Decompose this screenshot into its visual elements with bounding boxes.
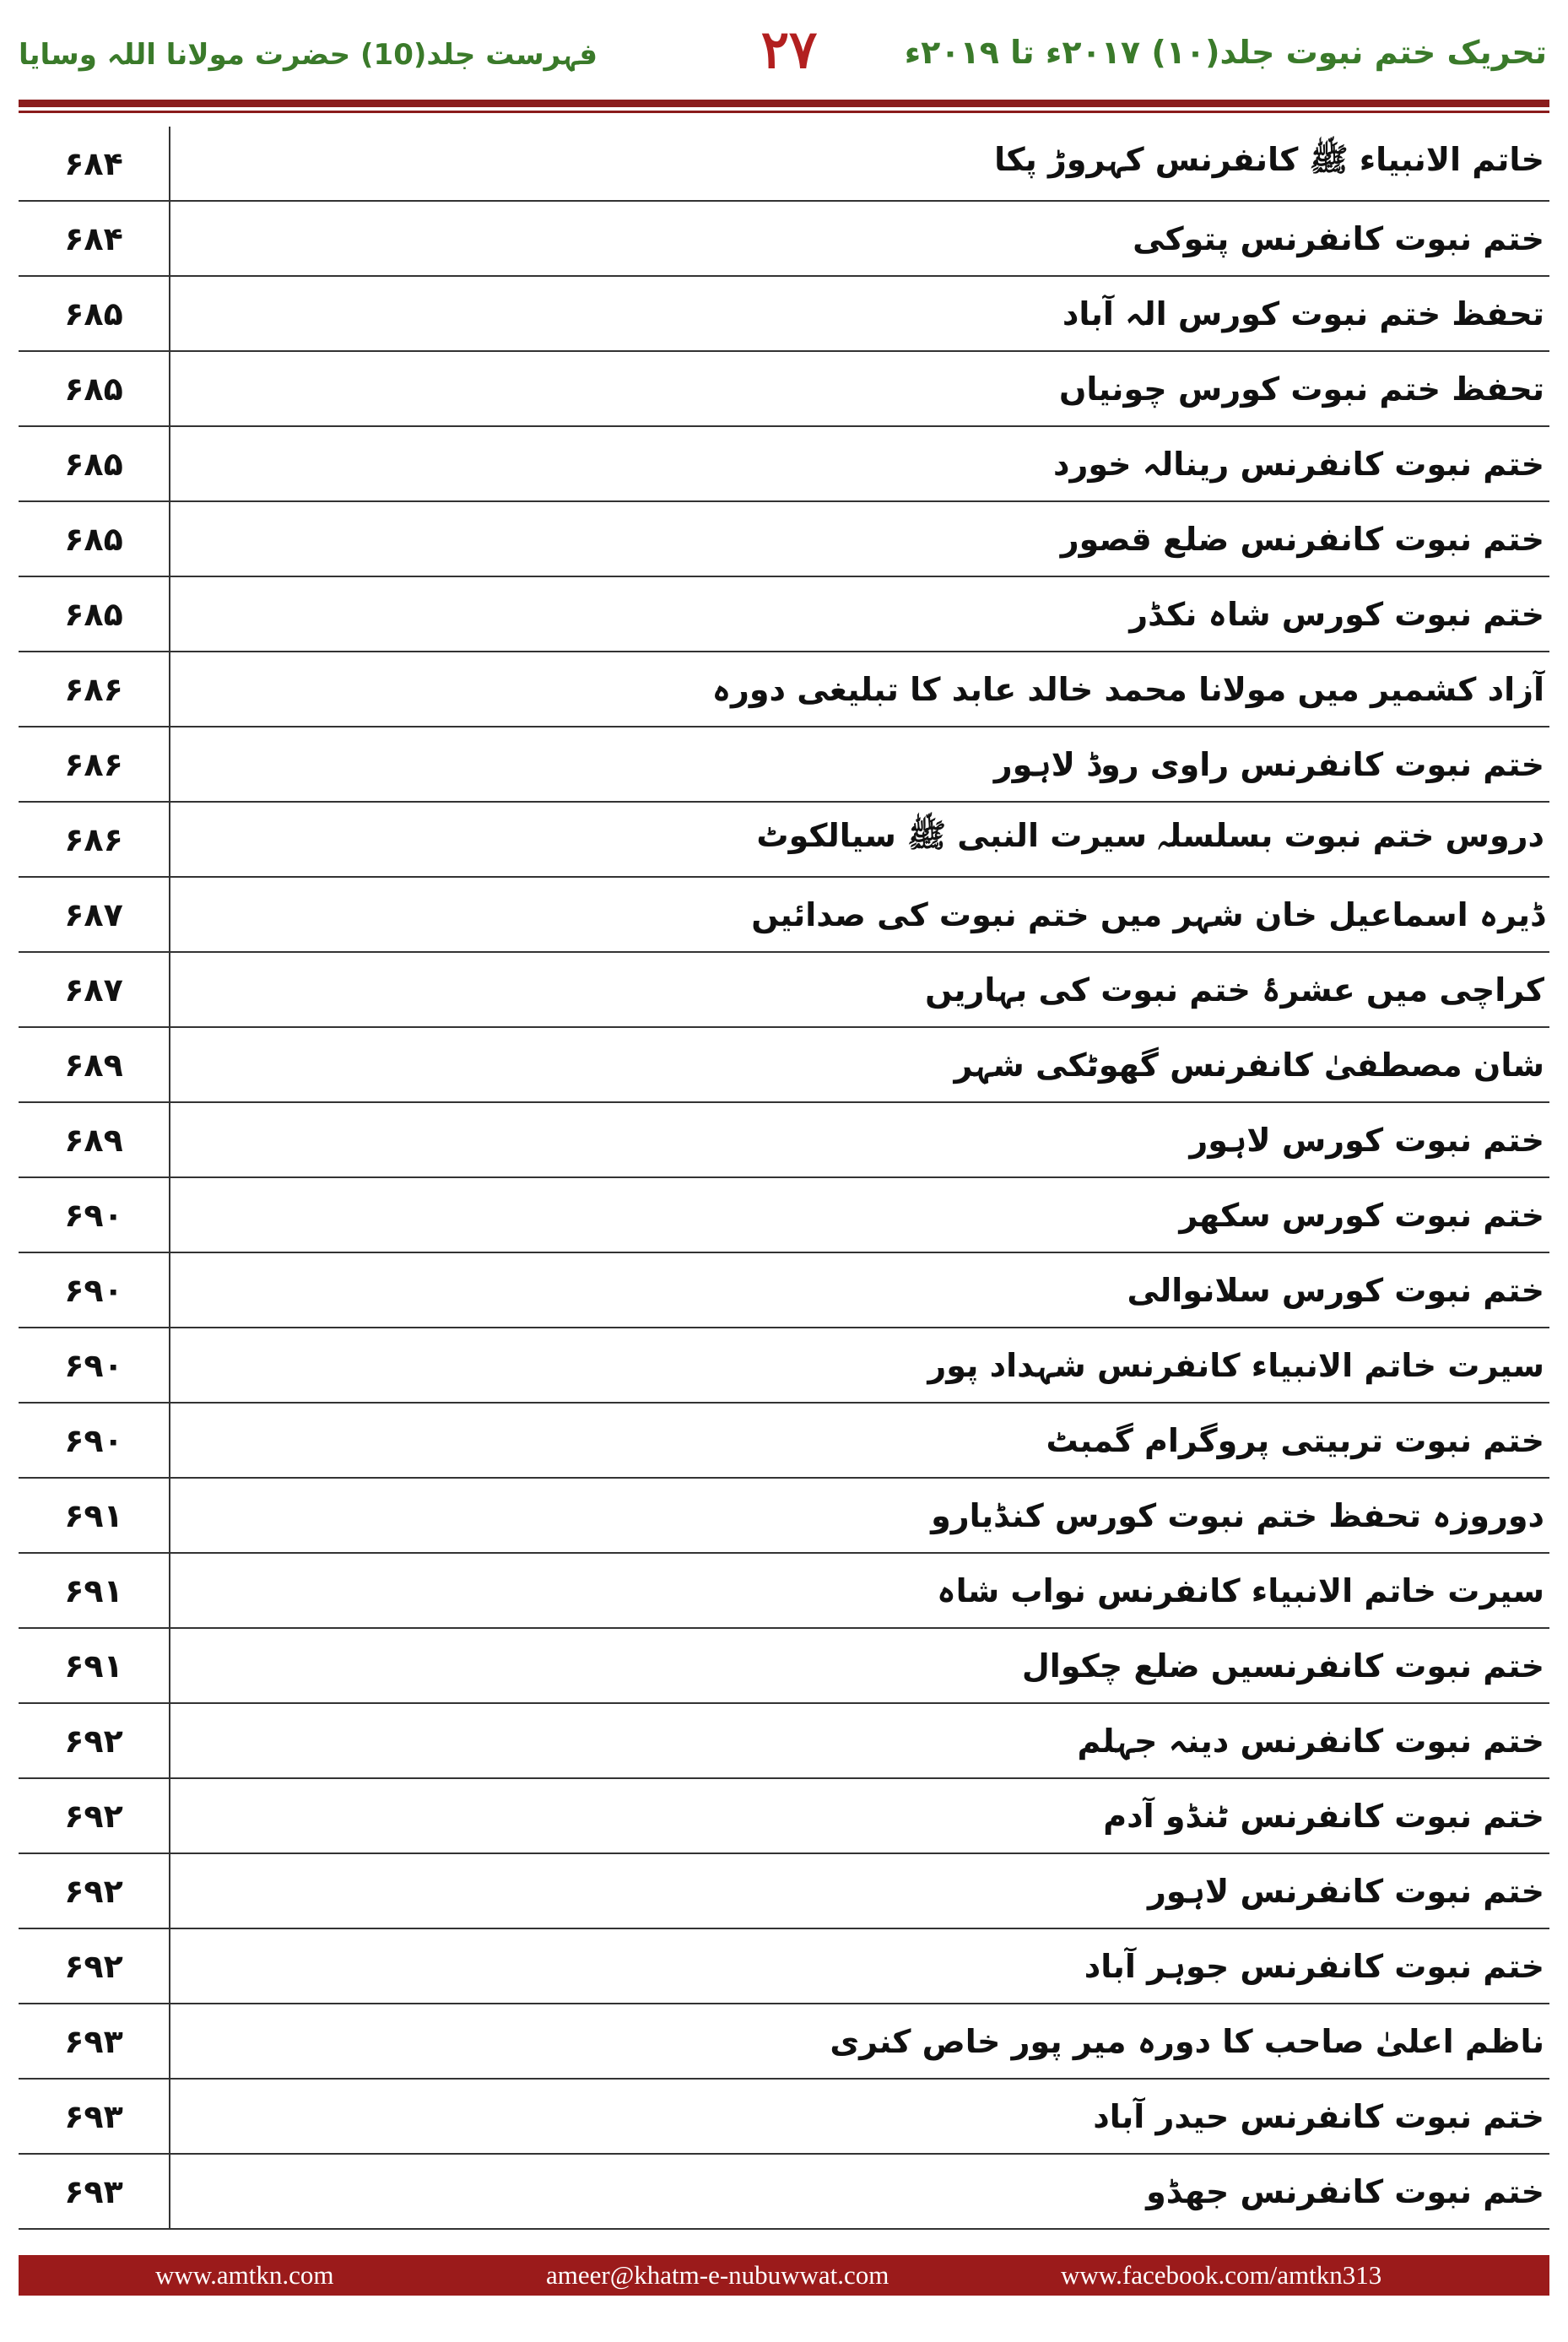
- toc-page-number: ۶۸۹: [19, 1102, 170, 1177]
- table-row: [19, 1853, 1549, 1928]
- toc-entry-title: ختم نبوت کانفرنس جوہر آباد: [170, 1928, 1549, 2004]
- toc-entry-title: ختم نبوت کانفرنس حیدر آباد: [170, 2079, 1549, 2154]
- table-row: [19, 1703, 1549, 1778]
- toc-page-number: ۶۸۵: [19, 576, 170, 652]
- toc-page-number: ۶۹۳: [19, 2004, 170, 2079]
- toc-entry-title: ختم نبوت کانفرنس دینہ جہلم: [170, 1703, 1549, 1778]
- footer-facebook[interactable]: www.facebook.com/amtkn313: [1061, 2260, 1382, 2290]
- table-row: [19, 802, 1549, 877]
- table-row: [19, 1252, 1549, 1328]
- toc-entry-title: سیرت خاتم الانبیاء کانفرنس نواب شاہ: [170, 1553, 1549, 1628]
- toc-page-number: ۶۹۲: [19, 1928, 170, 2004]
- toc-page-number: ۶۹۲: [19, 1703, 170, 1778]
- toc-page-number: ۶۹۲: [19, 1853, 170, 1928]
- toc-page-number: ۶۹۱: [19, 1628, 170, 1703]
- table-row: [19, 652, 1549, 727]
- toc-entry-title: ختم نبوت تربیتی پروگرام گمبٹ: [170, 1403, 1549, 1478]
- toc-entry-title: ختم نبوت کانفرنس لاہور: [170, 1853, 1549, 1928]
- toc-entry-title: ڈیرہ اسماعیل خان شہر میں ختم نبوت کی صدائیں: [170, 877, 1549, 952]
- toc-page-number: ۶۸۵: [19, 351, 170, 426]
- table-row: [19, 1778, 1549, 1853]
- toc-entry-title: ختم نبوت کانفرنس رینالہ خورد: [170, 426, 1549, 501]
- page-header: [0, 0, 1568, 110]
- table-row: [19, 426, 1549, 501]
- toc-page-number: ۶۸۶: [19, 652, 170, 727]
- table-of-contents: [19, 127, 1549, 2230]
- header-rule-thin: [19, 111, 1549, 113]
- table-row: [19, 576, 1549, 652]
- toc-entry-title: تحفظ ختم نبوت کورس چونیاں: [170, 351, 1549, 426]
- table-row: [19, 727, 1549, 802]
- toc-page-number: ۶۸۷: [19, 952, 170, 1027]
- section-title: فہرست جلد(10) حضرت مولانا اللہ وسایا: [19, 38, 598, 72]
- page-footer: [19, 2255, 1549, 2296]
- toc-page-number: ۶۹۱: [19, 1478, 170, 1553]
- toc-entry-title: کراچی میں عشرۂ ختم نبوت کی بہاریں: [170, 952, 1549, 1027]
- toc-page-number: ۶۸۵: [19, 276, 170, 351]
- toc-entry-title: ختم نبوت کانفرنسیں ضلع چکوال: [170, 1628, 1549, 1703]
- toc-page-number: ۶۸۵: [19, 426, 170, 501]
- table-row: [19, 2004, 1549, 2079]
- toc-entry-title: ختم نبوت کورس سکھر: [170, 1177, 1549, 1252]
- toc-page-number: ۶۸۹: [19, 1027, 170, 1102]
- toc-page-number: ۶۸۶: [19, 727, 170, 802]
- table-row: [19, 501, 1549, 576]
- toc-page-number: ۶۹۰: [19, 1403, 170, 1478]
- table-row: [19, 1478, 1549, 1553]
- toc-page-number: ۶۹۳: [19, 2079, 170, 2154]
- toc-entry-title: تحفظ ختم نبوت کورس الہ آباد: [170, 276, 1549, 351]
- toc-page-number: ۶۹۰: [19, 1328, 170, 1403]
- toc-page-number: ۶۹۲: [19, 1778, 170, 1853]
- table-row: [19, 1027, 1549, 1102]
- toc-entry-title: ناظم اعلیٰ صاحب کا دورہ میر پور خاص کنری: [170, 2004, 1549, 2079]
- table-row: [19, 276, 1549, 351]
- toc-entry-title: آزاد کشمیر میں مولانا محمد خالد عابد کا تبلیغی دورہ: [170, 652, 1549, 727]
- toc-entry-title: ختم نبوت کانفرنس ضلع قصور: [170, 501, 1549, 576]
- toc-page-number: ۶۸۴: [19, 201, 170, 276]
- toc-entry-title: ختم نبوت کانفرنس پتوکی: [170, 201, 1549, 276]
- toc-page-number: ۶۹۰: [19, 1252, 170, 1328]
- toc-entry-title: ختم نبوت کانفرنس ٹنڈو آدم: [170, 1778, 1549, 1853]
- table-row: [19, 2154, 1549, 2229]
- toc-page-number: ۶۸۴: [19, 127, 170, 201]
- toc-entry-title: شان مصطفیٰ کانفرنس گھوٹکی شہر: [170, 1027, 1549, 1102]
- footer-email[interactable]: ameer@khatm-e-nubuwwat.com: [546, 2260, 889, 2290]
- toc-page-number: ۶۹۰: [19, 1177, 170, 1252]
- table-row: [19, 1928, 1549, 2004]
- toc-page-number: ۶۹۳: [19, 2154, 170, 2229]
- table-row: [19, 127, 1549, 201]
- toc-page-number: ۶۸۵: [19, 501, 170, 576]
- table-row: [19, 1628, 1549, 1703]
- toc-entry-title: ختم نبوت کانفرنس جھڈو: [170, 2154, 1549, 2229]
- toc-entry-title: ختم نبوت کورس لاہور: [170, 1102, 1549, 1177]
- table-row: [19, 2079, 1549, 2154]
- toc-entry-title: دروس ختم نبوت بسلسلہ سیرت النبی ﷺ سیالکوٹ: [170, 802, 1549, 877]
- table-row: [19, 1102, 1549, 1177]
- toc-entry-title: سیرت خاتم الانبیاء کانفرنس شہداد پور: [170, 1328, 1549, 1403]
- table-row: [19, 1328, 1549, 1403]
- toc-entry-title: ختم نبوت کانفرنس راوی روڈ لاہور: [170, 727, 1549, 802]
- table-row: [19, 201, 1549, 276]
- toc-page-number: ۶۸۷: [19, 877, 170, 952]
- toc-page-number: ۶۸۶: [19, 802, 170, 877]
- table-row: [19, 1177, 1549, 1252]
- toc-entry-title: ختم نبوت کورس شاہ نکڈر: [170, 576, 1549, 652]
- table-row: [19, 1403, 1549, 1478]
- page-number: ۲۷: [760, 19, 818, 80]
- table-row: [19, 351, 1549, 426]
- table-row: [19, 1553, 1549, 1628]
- book-title: تحریک ختم نبوت جلد(۱۰) ۲۰۱۷ء تا ۲۰۱۹ء: [904, 34, 1547, 71]
- table-row: [19, 952, 1549, 1027]
- header-rule-thick: [19, 100, 1549, 107]
- toc-entry-title: ختم نبوت کورس سلانوالی: [170, 1252, 1549, 1328]
- toc-entry-title: دوروزہ تحفظ ختم نبوت کورس کنڈیارو: [170, 1478, 1549, 1553]
- table-row: [19, 877, 1549, 952]
- footer-website[interactable]: www.amtkn.com: [155, 2260, 334, 2290]
- toc-page-number: ۶۹۱: [19, 1553, 170, 1628]
- toc-entry-title: خاتم الانبیاء ﷺ کانفرنس کہروڑ پکا: [170, 127, 1549, 201]
